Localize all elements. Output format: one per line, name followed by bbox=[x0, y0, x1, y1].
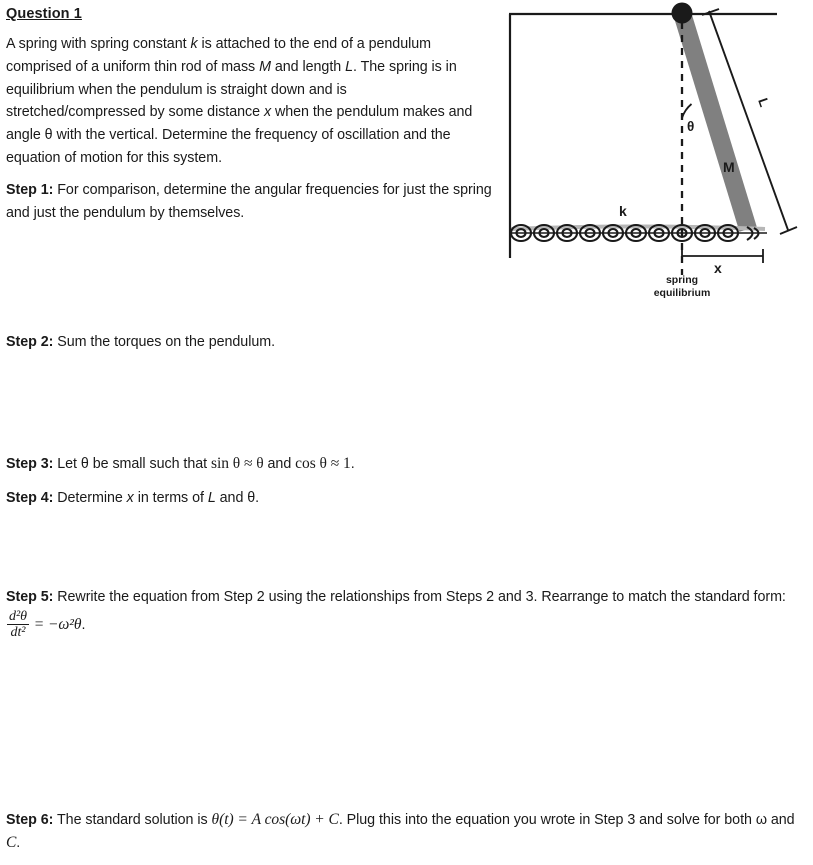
step-4-text-c: and θ. bbox=[215, 490, 260, 506]
problem-statement bbox=[6, 33, 490, 170]
step-4-label: Step 4: bbox=[6, 490, 54, 506]
equilibrium-caption-line2: equilibrium bbox=[653, 287, 711, 299]
intro-var-x: x bbox=[263, 104, 272, 121]
step-1-label: Step 1: bbox=[6, 182, 54, 198]
intro-var-k: k bbox=[190, 36, 198, 52]
pendulum-spring-diagram bbox=[495, 0, 813, 310]
step-3-text-a: Let θ be small such that bbox=[53, 456, 211, 472]
pendulum-rod bbox=[673, 8, 757, 231]
angle-arc bbox=[682, 104, 692, 118]
step-3-math-sin: sin θ ≈ θ bbox=[210, 455, 264, 472]
step-6-text-c: . bbox=[16, 834, 21, 851]
equilibrium-caption-line1: spring bbox=[665, 274, 699, 286]
step-6-label: Step 6: bbox=[6, 812, 54, 828]
step-5 bbox=[6, 586, 801, 640]
spring-constant-label: k bbox=[619, 203, 627, 219]
step-5-label: Step 5: bbox=[6, 589, 54, 605]
step-4 bbox=[6, 487, 506, 510]
step-6-math-solution: θ(t) = A cos(ωt) + C bbox=[211, 811, 339, 828]
intro-text-1: A spring with spring constant bbox=[6, 36, 191, 52]
step-2-label: Step 2: bbox=[6, 334, 54, 350]
step-4-text-a: Determine bbox=[53, 490, 127, 506]
step-6-text-b: . Plug this into the equation you wrote in Step 3 and solve for both ω and bbox=[338, 812, 795, 828]
step-3-math-cos: cos θ ≈ 1 bbox=[295, 455, 351, 472]
mass-label: M bbox=[723, 159, 735, 175]
page-title: Question 1 bbox=[6, 6, 82, 22]
step-2 bbox=[6, 331, 492, 354]
intro-var-L: L bbox=[345, 58, 353, 75]
displacement-label: x bbox=[714, 260, 722, 276]
step-5-text-b: . bbox=[81, 616, 86, 633]
fraction-numerator: d²θ bbox=[9, 608, 27, 624]
step-6-text-a: The standard solution is bbox=[53, 812, 212, 828]
step-3-text-b: and bbox=[263, 456, 296, 472]
step-6-math-C: C bbox=[6, 833, 17, 851]
pivot-point bbox=[672, 3, 693, 24]
intro-text-3: and length bbox=[270, 58, 346, 75]
intro-text-2: is attached to the end of a pendulum comprised of a uniform thin rod of mass bbox=[6, 36, 431, 75]
step-2-text: Sum the torques on the pendulum. bbox=[53, 334, 276, 350]
step-1 bbox=[6, 179, 492, 225]
step-3-text-c: . bbox=[350, 456, 355, 472]
step-1-text: For comparison, determine the angular frequencies for just the spring and just the pendulum by themselves. bbox=[6, 182, 492, 221]
step-4-var-x: x bbox=[126, 490, 134, 506]
step-6 bbox=[6, 809, 801, 855]
step-3-label: Step 3: bbox=[6, 456, 54, 472]
intro-var-M: M bbox=[259, 58, 271, 75]
fraction-denominator: dt² bbox=[7, 624, 29, 640]
step-4-text-b: in terms of bbox=[133, 490, 208, 506]
spring bbox=[511, 225, 767, 241]
step-3 bbox=[6, 453, 506, 476]
step-4-var-L: L bbox=[207, 490, 216, 506]
angle-label: θ bbox=[687, 119, 695, 134]
step-5-math-rhs: = −ω²θ bbox=[29, 615, 82, 633]
length-label: L bbox=[755, 96, 773, 109]
step-5-text-a: Rewrite the equation from Step 2 using the relationships from Steps 2 and 3. Rearrange to match the standard form: bbox=[53, 589, 786, 605]
step-5-fraction bbox=[7, 609, 29, 640]
displacement-dimension bbox=[682, 249, 763, 263]
intro-text-5: when the pendulum makes and angle θ with the vertical. Determine the frequency of oscillation and the equation of motion for this system. bbox=[6, 104, 473, 166]
intro-text-4: . The spring is in equilibrium when the pendulum is straight down and is stretched/compressed by some distance bbox=[6, 58, 457, 121]
